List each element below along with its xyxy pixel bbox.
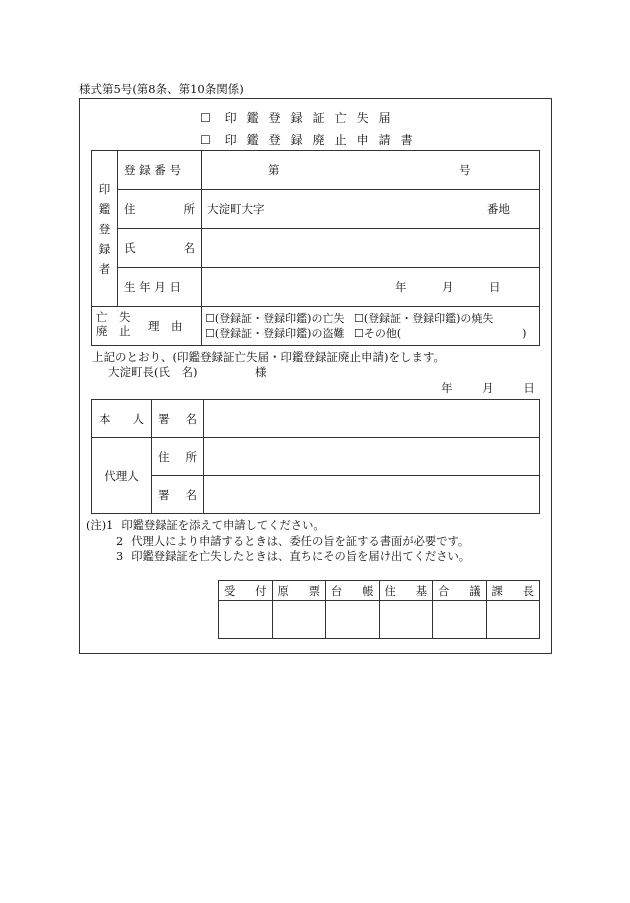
abolition-request-title: 印鑑登録廃止申請書 [224,133,423,147]
name-label: 氏 名 [118,229,202,268]
form-caption: 様式第5号(第8条、第10条関係) [79,82,244,96]
registrant-table [91,150,540,346]
agent-address-field[interactable] [204,438,540,476]
reason-label-cell [92,307,202,346]
reg-number-field[interactable] [202,151,540,190]
reg-number-suffix: 号 [459,163,471,177]
dob-day-unit: 日 [489,280,501,294]
dob-year-unit: 年 [395,280,407,294]
reason-options [202,307,540,346]
agent-sign-label: 署 名 [152,476,204,514]
office-stamp-resident-registry[interactable] [379,601,433,639]
statement-date: 年 月 日 [441,381,535,395]
self-signature-field[interactable] [204,400,540,438]
address-suffix: 番地 [487,202,510,216]
self-sign-label: 署 名 [152,400,204,438]
loss-report-title: 印鑑登録証亡失届 [224,111,401,125]
statement-text: 上記のとおり、(印鑑登録証亡失届・印鑑登録証廃止申請)をします。 [92,350,446,364]
office-header-consultation: 合 議 [433,581,487,601]
reason-abolition-label: 廃 止 [96,324,131,338]
office-stamp-consultation[interactable] [433,601,487,639]
addressee-line: 大淀町長(氏 名) 様 [108,365,267,379]
reg-number-label: 登 録 番 号 [118,151,202,190]
loss-report-checkbox[interactable]: ☐ [200,111,211,125]
name-field[interactable] [202,229,540,268]
reason-option-other[interactable]: ☐その他( ) [353,327,527,340]
office-header-original: 原 票 [272,581,326,601]
office-stamp-section-chief[interactable] [486,601,540,639]
registrant-group-label: 印 鑑 登 録 者 [92,151,118,307]
reason-loss-label: 亡 失 [96,310,131,324]
note-2: 2 代理人により申請するときは、委任の旨を証する書面が必要です。 [116,534,470,548]
office-stamp-reception[interactable] [219,601,273,639]
reason-option-burned[interactable]: ☐(登録証・登録印鑑)の焼失 [353,312,494,325]
address-label: 住 所 [118,190,202,229]
office-header-reception: 受 付 [219,581,273,601]
dob-label: 生 年 月 日 [118,268,202,307]
reason-label: 理 由 [148,319,183,333]
abolition-request-checkbox[interactable]: ☐ [200,133,211,147]
address-value: 大淀町大字 [207,202,265,216]
title-abolition-request [200,131,423,148]
office-stamp-ledger[interactable] [326,601,380,639]
reason-option-lost[interactable]: ☐(登録証・登録印鑑)の亡失 [205,312,345,325]
notes [86,518,470,565]
signature-table [91,399,540,514]
dob-month-unit: 月 [442,280,454,294]
agent-signature-field[interactable] [204,476,540,514]
office-stamp-original[interactable] [272,601,326,639]
title-loss-report [200,109,401,126]
office-header-resident-registry: 住 基 [379,581,433,601]
note-1: (注)1 印鑑登録証を添えて申請してください。 [86,519,325,532]
office-use-table [218,580,540,639]
agent-label: 代理人 [92,438,152,514]
dob-field[interactable] [202,268,540,307]
note-3: 3 印鑑登録証を亡失したときは、直ちにその旨を届け出てください。 [116,550,471,563]
address-field[interactable] [202,190,540,229]
office-header-ledger: 台 帳 [326,581,380,601]
self-label: 本 人 [92,400,152,438]
office-header-section-chief: 課 長 [486,581,540,601]
reg-number-prefix: 第 [268,163,280,177]
agent-address-label: 住 所 [152,438,204,476]
reason-option-stolen[interactable]: ☐(登録証・登録印鑑)の盗難 [205,327,345,340]
